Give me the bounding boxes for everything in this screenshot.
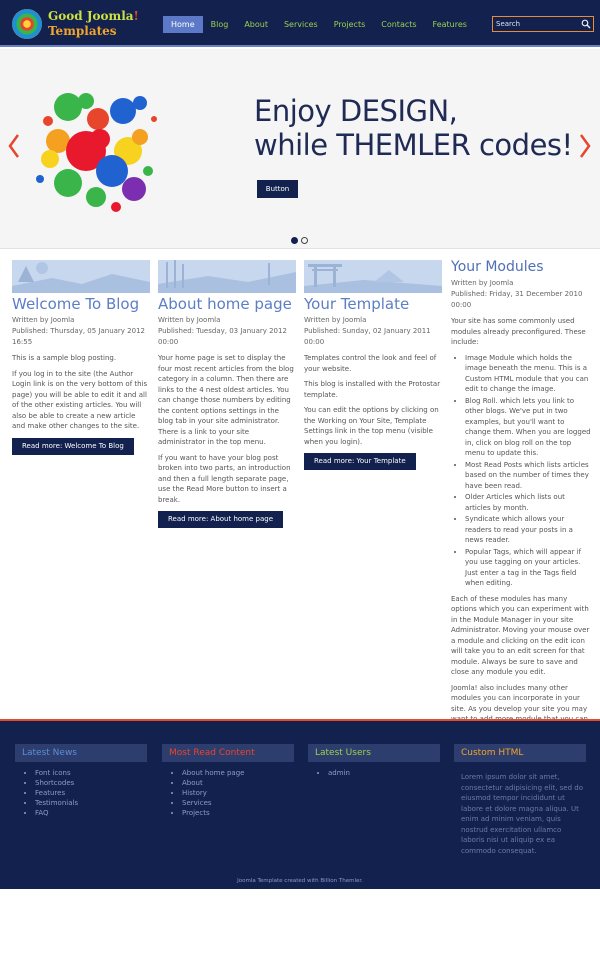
article-title[interactable]: About home page bbox=[158, 295, 292, 313]
article-paragraph: You can edit the options by clicking on the Working on Your Site, Template Settings link in the top menu (visible when you login). bbox=[304, 406, 439, 446]
footer-link[interactable]: • admin bbox=[328, 768, 440, 778]
footer-link[interactable]: • Testimonials bbox=[35, 798, 147, 808]
sidebar-intro: Your site has some commonly used modules already preconfigured. These include: bbox=[451, 317, 586, 346]
logo-text-line1: Good Joomla! bbox=[48, 9, 139, 23]
article-paragraph: If you want to have your blog post broken into two parts, an introduction and then a full length separate page, use the Read More button to insert a break. bbox=[158, 453, 291, 504]
footer-link[interactable]: • About home page bbox=[182, 768, 294, 778]
logo-text-line2: Templates bbox=[48, 24, 117, 38]
logo-emblem-icon bbox=[12, 9, 42, 39]
footer-link[interactable]: • FAQ bbox=[35, 808, 147, 818]
article-thumb-image bbox=[304, 260, 442, 293]
hero-button[interactable]: Button bbox=[257, 180, 298, 198]
article-thumb-image bbox=[158, 260, 296, 293]
hero-heading: Enjoy DESIGN, while THEMLER codes! bbox=[254, 94, 573, 162]
article-author: Written by Joomla bbox=[158, 316, 221, 324]
readmore-button[interactable]: Read more: About home page bbox=[158, 511, 283, 528]
article-paragraph: If you log in to the site (the Author Login link is on the very bottom of this page) you will be able to edit it and all of the other existing articles. You will also be able to create a new article and make other changes to the site. bbox=[12, 369, 148, 430]
main-nav bbox=[163, 16, 475, 33]
footer-heading: Most Read Content bbox=[162, 744, 294, 762]
site-header bbox=[0, 0, 600, 47]
list-item: • Syndicate which allows your readers to read your posts in a news reader. bbox=[465, 514, 591, 546]
footer-latest-news bbox=[15, 744, 147, 818]
article-paragraph: Templates control the look and feel of your website. bbox=[304, 354, 437, 373]
article-date: Published: Thursday, 05 January 2012 16:55 bbox=[12, 327, 145, 346]
footer-link[interactable]: • About bbox=[182, 778, 294, 788]
nav-blog[interactable]: Blog bbox=[210, 20, 229, 29]
slider-prev-arrow-icon[interactable] bbox=[6, 131, 22, 161]
article-about-home bbox=[158, 260, 296, 528]
list-item: • Popular Tags, which will appear if you use tagging on your articles. Just enter a tag in the Tags field when editing. bbox=[465, 547, 591, 589]
readmore-button[interactable]: Read more: Your Template bbox=[304, 453, 416, 470]
article-paragraph: This blog is installed with the Protostar template. bbox=[304, 380, 441, 399]
hero-slider bbox=[0, 49, 600, 249]
nav-contacts[interactable]: Contacts bbox=[381, 20, 417, 29]
article-paragraph: This is a sample blog posting. bbox=[12, 354, 117, 362]
list-item: • Older Articles which lists out articles by month. bbox=[465, 492, 591, 513]
sidebar-paragraph: Each of these modules has many options which you can experiment with in the Module Manager in your site Administrator. Moving your mouse over a module and clicking on the edit icon will take you to an edit screen for that module. Always be sure to save and close any module you edit. bbox=[451, 594, 590, 676]
site-logo[interactable] bbox=[12, 9, 152, 41]
search-icon[interactable] bbox=[581, 19, 591, 29]
sidebar-title[interactable]: Your Modules bbox=[451, 259, 544, 275]
footer-heading: Latest Users bbox=[308, 744, 440, 762]
slider-next-arrow-icon[interactable] bbox=[577, 131, 593, 161]
article-thumb-image bbox=[12, 260, 150, 293]
footer-link[interactable]: • Projects bbox=[182, 808, 294, 818]
nav-about[interactable]: About bbox=[244, 20, 268, 29]
article-date: Published: Sunday, 02 January 2011 00:00 bbox=[304, 327, 431, 346]
search-input[interactable] bbox=[496, 18, 580, 30]
list-item: • Most Read Posts which lists articles based on the number of times they have been read. bbox=[465, 460, 591, 492]
article-title[interactable]: Your Template bbox=[304, 295, 410, 313]
article-paragraph: Your home page is set to display the four most recent articles from the blog category in a column. Then there are links to the 4 nest oldest articles. You can change those numbers by editing the content options settings in the blog tab in your site administrator. There is a link to your site administrator in the top menu. bbox=[158, 354, 294, 446]
footer-latest-users bbox=[308, 744, 440, 778]
article-your-template bbox=[304, 260, 442, 470]
slider-dot-2[interactable] bbox=[301, 237, 308, 244]
nav-projects[interactable]: Projects bbox=[333, 20, 366, 29]
footer-most-read bbox=[162, 744, 294, 818]
article-title[interactable]: Welcome To Blog bbox=[12, 295, 140, 313]
slider-dot-1[interactable] bbox=[291, 237, 298, 244]
nav-home[interactable]: Home bbox=[163, 16, 203, 33]
footer-heading: Custom HTML bbox=[454, 744, 586, 762]
footer-credit: Joomla Template created with Billion Themler. bbox=[237, 878, 363, 884]
article-author: Written by Joomla bbox=[12, 316, 75, 324]
sidebar-modules bbox=[451, 258, 591, 735]
sidebar-module-list bbox=[451, 353, 591, 589]
sidebar-paragraph: Joomla! also includes many other modules you can incorporate in your site. As you develop your site you may bbox=[451, 683, 591, 736]
nav-services[interactable]: Services bbox=[283, 20, 318, 29]
nav-features[interactable]: Features bbox=[432, 20, 467, 29]
footer-link[interactable]: • Shortcodes bbox=[35, 778, 147, 788]
footer-link[interactable]: • Font icons bbox=[35, 768, 147, 778]
site-footer bbox=[0, 719, 600, 889]
list-item: • Blog Roll. which lets you link to other blogs. We've put in two examples, but you'll want to change them. When you are logged in, click on blog roll on the top menu to update this. bbox=[465, 396, 591, 459]
footer-custom-text: Lorem ipsum dolor sit amet, consectetur adipisicing elit, sed do eiusmod tempor incididunt ut labore et dolore magna aliqua. Ut enim ad minim veniam, quis nostrud exercitation ullamco laboris nisi ut aliquip ex ea commodo consequat. bbox=[461, 773, 584, 855]
footer-heading: Latest News bbox=[15, 744, 147, 762]
footer-custom-html bbox=[454, 744, 586, 856]
sidebar-date: Published: Friday, 31 December 2010 00:00 bbox=[451, 290, 583, 309]
footer-link[interactable]: • Services bbox=[182, 798, 294, 808]
article-author: Written by Joomla bbox=[304, 316, 367, 324]
readmore-button[interactable]: Read more: Welcome To Blog bbox=[12, 438, 134, 455]
sidebar-author: Written by Joomla bbox=[451, 279, 514, 287]
paint-splash-image bbox=[28, 79, 158, 219]
article-date: Published: Tuesday, 03 January 2012 00:00 bbox=[158, 327, 287, 346]
footer-link[interactable]: • Features bbox=[35, 788, 147, 798]
article-welcome bbox=[12, 260, 150, 455]
search-box bbox=[492, 16, 594, 32]
footer-link[interactable]: • History bbox=[182, 788, 294, 798]
list-item: • Image Module which holds the image beneath the menu. This is a Custom HTML module that you can edit to change the image. bbox=[465, 353, 591, 395]
slider-dots bbox=[291, 237, 308, 244]
